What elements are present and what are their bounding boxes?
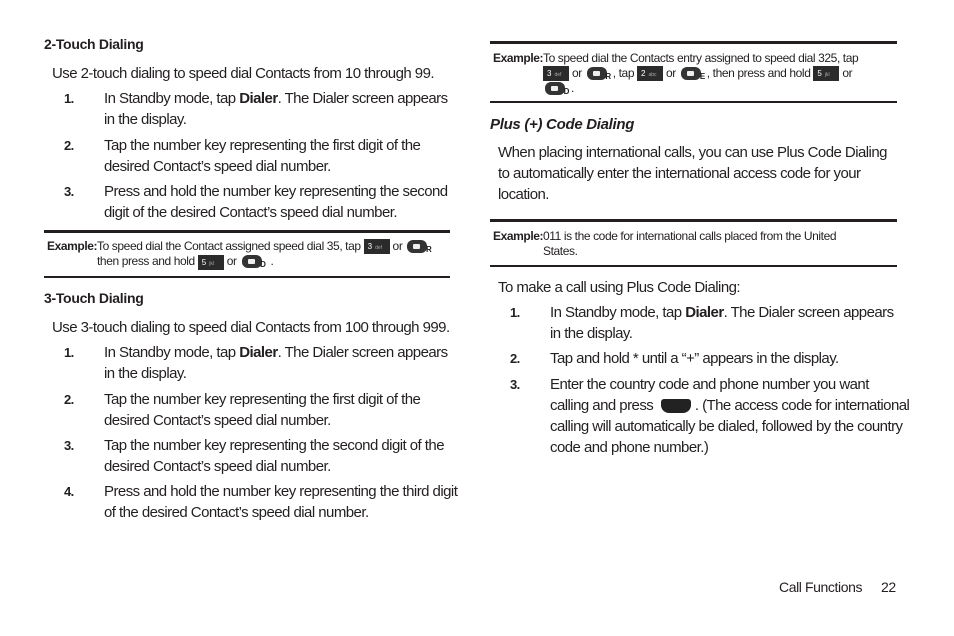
qwerty-r-key-icon: R [407, 240, 431, 254]
page-number: 22 [881, 579, 896, 595]
dialer-term: Dialer [685, 304, 724, 321]
step-text: Press and hold the number key representing the third digit of the desired Contact’s speed dial number. [104, 483, 458, 521]
step-text [104, 342, 459, 384]
text: . [571, 81, 574, 96]
key-3-icon: 3 def [364, 239, 390, 254]
example-box-3-touch [490, 41, 897, 103]
dialer-term: Dialer [239, 344, 278, 361]
key-5-icon: 5 jkl [813, 66, 839, 81]
example-box-plus-code [490, 219, 897, 267]
text: . The Dialer screen appears in the display. [104, 90, 448, 128]
text: . The Dialer screen appears in the display. [104, 344, 448, 382]
text: or [842, 66, 853, 80]
key-3-icon: 3 def [543, 66, 569, 81]
step-text [550, 374, 910, 458]
example-text [97, 239, 447, 270]
step-text [104, 88, 459, 130]
text: . (The access code for international calling will automatically be dialed, followed by the country code and phone number.) [550, 397, 910, 456]
step-text: Press and hold the number key representing the second digit of the desired Contact’s speed dial number. [104, 183, 448, 221]
text: or [665, 66, 676, 80]
step-text: Tap and hold * until a “+” appears in the display. [550, 350, 839, 367]
text: or [226, 254, 237, 269]
heading-3-touch: 3-Touch Dialing [44, 290, 144, 306]
text: or [571, 66, 582, 80]
text: In Standby mode, tap [104, 344, 240, 361]
lead-text: To make a call using Plus Code Dialing: [498, 279, 741, 296]
step-number: 1. [510, 305, 520, 320]
step-text: Tap the number key representing the second digit of the desired Contact’s speed dial number. [104, 437, 444, 475]
example-text: 011 is the code for international calls placed from the United States. [543, 229, 837, 258]
step-number: 4. [64, 484, 74, 499]
step-number: 2. [64, 392, 74, 407]
footer-section: Call Functions [779, 579, 863, 595]
qwerty-r-key-icon: R [587, 67, 611, 81]
text: To speed dial the Contact assigned speed dial 35, tap [97, 239, 361, 253]
heading-plus-code: Plus (+) Code Dialing [490, 116, 635, 133]
dialer-term: Dialer [239, 90, 278, 107]
send-key-icon [661, 399, 691, 413]
qwerty-d-key-icon: D [242, 255, 266, 269]
qwerty-d-key-icon: D [545, 82, 569, 96]
step-text: Tap the number key representing the first digit of the desired Contact’s speed dial number. [104, 391, 421, 429]
heading-2-touch: 2-Touch Dialing [44, 36, 144, 52]
step-text [550, 302, 906, 344]
example-text [543, 51, 895, 96]
text: . The Dialer screen appears in the display. [550, 304, 894, 342]
intro-plus-code: When placing international calls, you can use Plus Code Dialing to automatically enter the international access code for your location. [498, 144, 887, 203]
text: Enter the country code and phone number you want calling and press [550, 376, 869, 414]
text: , then press and hold [706, 66, 811, 80]
text: . [270, 254, 274, 269]
example-label: Example: [493, 51, 544, 65]
key-5-icon: 5 jkl [198, 255, 224, 270]
step-number: 1. [64, 345, 74, 360]
example-label: Example: [47, 239, 98, 253]
step-number: 3. [64, 438, 74, 453]
intro-2-touch: Use 2-touch dialing to speed dial Contacts from 10 through 99. [52, 65, 434, 82]
text: To speed dial the Contacts entry assigned to speed dial 325, tap [543, 51, 859, 65]
text: then press and hold [97, 254, 195, 269]
step-number: 1. [64, 91, 74, 106]
step-number: 3. [510, 377, 520, 392]
key-2-icon: 2 abc [637, 66, 663, 81]
step-text: Tap the number key representing the first digit of the desired Contact’s speed dial number. [104, 137, 421, 175]
text: In Standby mode, tap [550, 304, 686, 321]
qwerty-e-key-icon: E [681, 67, 705, 81]
step-number: 2. [64, 138, 74, 153]
text: or [392, 239, 403, 253]
text: , tap [612, 66, 635, 80]
text: In Standby mode, tap [104, 90, 240, 107]
intro-3-touch: Use 3-touch dialing to speed dial Contacts from 100 through 999. [52, 319, 450, 336]
step-number: 3. [64, 184, 74, 199]
step-number: 2. [510, 351, 520, 366]
example-label: Example: [493, 229, 544, 243]
example-box-2-touch [44, 230, 450, 278]
